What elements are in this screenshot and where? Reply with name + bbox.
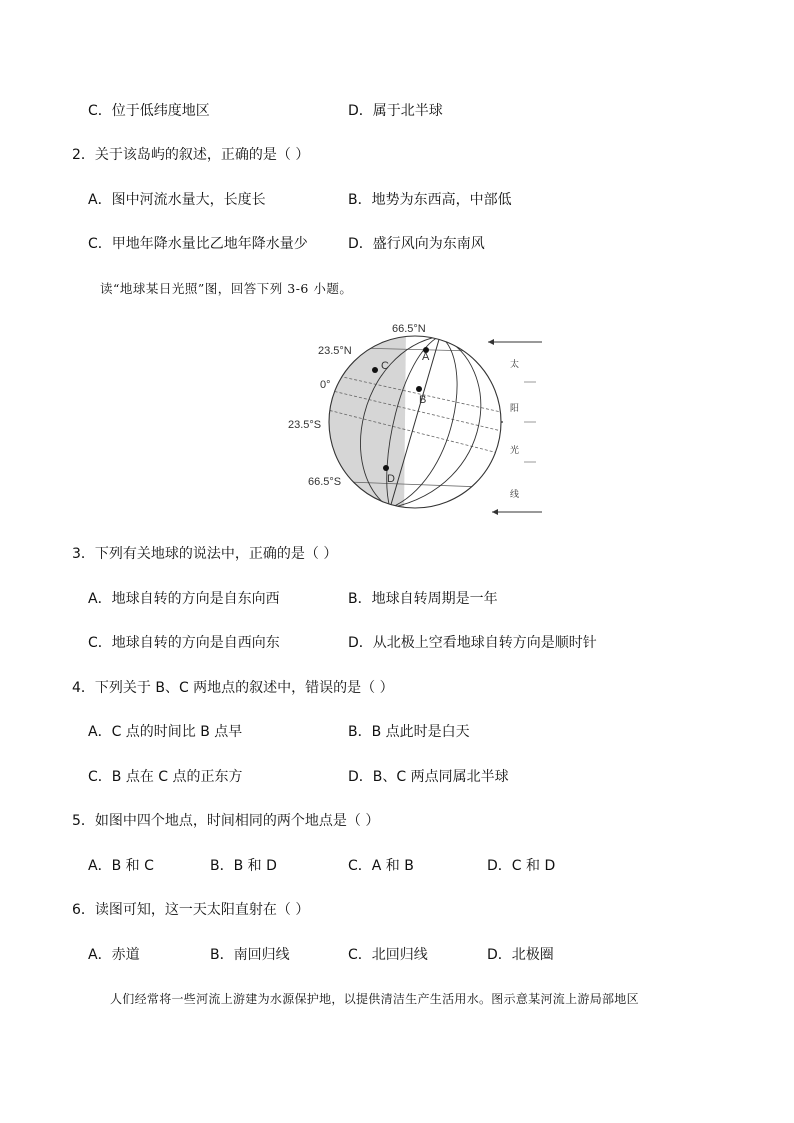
q2-stem: 2．关于该岛屿的叙述，正确的是（ ） <box>72 147 310 163</box>
q4-option-d: D．B、C 两点同属北半球 <box>348 769 509 785</box>
q4-option-c: C．B 点在 C 点的正东方 <box>88 769 243 785</box>
sunlight-dot <box>501 421 503 423</box>
q5-option-a: A．B 和 C <box>88 858 154 874</box>
q2-option-c: C．甲地年降水量比乙地年降水量少 <box>88 236 308 252</box>
q4-option-a: A．C 点的时间比 B 点早 <box>88 724 243 740</box>
q3-option-c: C．地球自转的方向是自西向东 <box>88 635 280 651</box>
intro-questions-3-6: 读“地球某日光照”图，回答下列 3-6 小题。 <box>100 281 353 296</box>
label-23-5n: 23.5°N <box>318 345 352 357</box>
sunlight-arrowhead-bottom <box>492 509 498 515</box>
q6-option-d: D．北极圈 <box>487 947 554 963</box>
q6-option-c: C．北回归线 <box>348 947 428 963</box>
q1-option-c: C．位于低纬度地区 <box>88 103 210 119</box>
q5-stem: 5．如图中四个地点，时间相同的两个地点是（ ） <box>72 813 380 829</box>
label-23-5s: 23.5°S <box>288 419 322 431</box>
q3-option-d: D．从北极上空看地球自转方向是顺时针 <box>348 635 597 651</box>
label-66-5s: 66.5°S <box>308 476 342 488</box>
q6-option-a: A．赤道 <box>88 947 140 963</box>
q4-option-b: B．B 点此时是白天 <box>348 724 470 740</box>
q2-option-d: D．盛行风向为东南风 <box>348 236 485 252</box>
sunlight-arrowhead-top <box>488 339 494 345</box>
point-d-label: D <box>387 473 395 485</box>
q2-option-b: B．地势为东西高，中部低 <box>348 192 512 208</box>
latitude-66-5s <box>320 481 510 488</box>
earth-illumination-diagram <box>280 316 550 526</box>
point-b-label: B <box>419 394 427 406</box>
q5-option-c: C．A 和 B <box>348 858 414 874</box>
q3-option-a: A．地球自转的方向是自东向西 <box>88 591 280 607</box>
point-d-marker <box>383 465 389 471</box>
point-b-marker <box>416 386 422 392</box>
q1-option-d: D．属于北半球 <box>348 103 443 119</box>
q6-option-b: B．南回归线 <box>210 947 290 963</box>
q5-option-b: B．B 和 D <box>210 858 277 874</box>
intro-next-passage: 人们经常将一些河流上游建为水源保护地，以提供清洁生产生活用水。图示意某河流上游局部地区 <box>110 992 639 1006</box>
point-c-label: C <box>381 360 389 372</box>
q5-option-d: D．C 和 D <box>487 858 556 874</box>
sunlight-char-4: 线 <box>510 490 520 500</box>
sunlight-char-3: 光 <box>510 446 520 456</box>
sunlight-char-1: 太 <box>510 360 520 370</box>
q3-option-b: B．地球自转周期是一年 <box>348 591 498 607</box>
label-equator: 0° <box>320 379 331 391</box>
q6-stem: 6．读图可知，这一天太阳直射在（ ） <box>72 902 310 918</box>
q2-option-a: A．图中河流水量大，长度长 <box>88 192 266 208</box>
label-66-5n: 66.5°N <box>392 323 426 335</box>
point-c-marker <box>372 367 378 373</box>
point-a-label: A <box>422 351 430 363</box>
q3-stem: 3．下列有关地球的说法中，正确的是（ ） <box>72 546 338 562</box>
q4-stem: 4．下列关于 B、C 两地点的叙述中，错误的是（ ） <box>72 680 394 696</box>
sunlight-char-2: 阳 <box>510 404 520 414</box>
